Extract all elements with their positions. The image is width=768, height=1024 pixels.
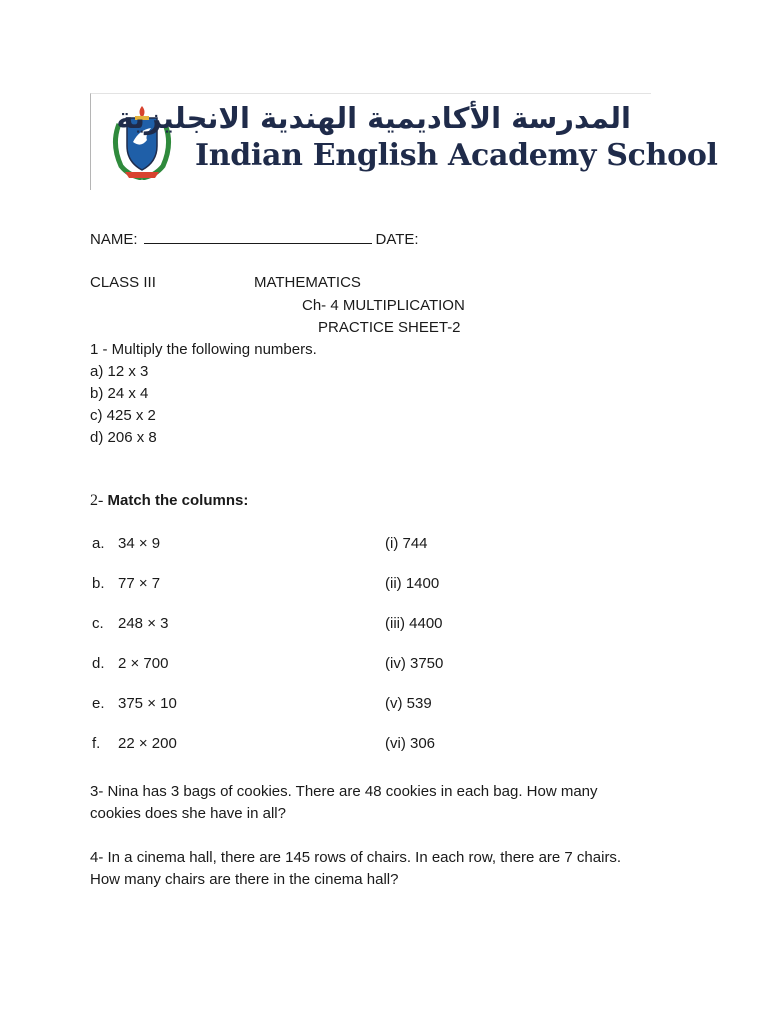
match-right-item: (ii) 1400 (385, 575, 440, 592)
school-name-english: Indian English Academy School (195, 138, 718, 173)
q2-number: 2- (90, 492, 104, 509)
match-left-letter: f. (92, 735, 101, 752)
name-date-line (90, 229, 419, 250)
q1-item: d) 206 x 8 (90, 429, 157, 446)
match-left-expr: 248 × 3 (118, 615, 169, 632)
match-left-letter: a. (92, 535, 105, 552)
chapter-label: Ch- 4 MULTIPLICATION (302, 297, 465, 314)
match-left-letter: e. (92, 695, 105, 712)
match-left-letter: b. (92, 575, 105, 592)
school-name-arabic: المدرسة الأكاديمية الهندية الانجليزية (116, 101, 631, 135)
match-right-item: (vi) 306 (385, 735, 436, 752)
match-left-expr: 22 × 200 (118, 735, 177, 752)
q1-item: c) 425 x 2 (90, 407, 156, 424)
q4-line: 4- In a cinema hall, there are 145 rows of chairs. In each row, there are 7 chairs. (90, 849, 622, 866)
match-right-item: (v) 539 (385, 695, 432, 712)
match-right-item: (i) 744 (385, 535, 428, 552)
match-left-expr: 375 × 10 (118, 695, 177, 712)
name-label: NAME: (90, 231, 138, 248)
match-right-item: (iv) 3750 (385, 655, 444, 672)
q1-item: a) 12 x 3 (90, 363, 149, 380)
q2-title: Match the columns: (107, 492, 249, 509)
match-left-expr: 2 × 700 (118, 655, 169, 672)
match-left-expr: 77 × 7 (118, 575, 161, 592)
q2-heading (90, 491, 248, 511)
q1-item: b) 24 x 4 (90, 385, 149, 402)
match-left-letter: c. (92, 615, 104, 632)
match-left-letter: d. (92, 655, 105, 672)
name-blank (144, 229, 372, 244)
q3-line: cookies does she have in all? (90, 805, 286, 822)
school-header-banner (90, 93, 718, 190)
match-left-expr: 34 × 9 (118, 535, 161, 552)
date-label: DATE: (375, 231, 419, 248)
q3-line: 3- Nina has 3 bags of cookies. There are 48 cookies in each bag. How many (90, 783, 598, 800)
sheet-label: PRACTICE SHEET-2 (318, 319, 461, 336)
class-label: CLASS III (90, 274, 156, 291)
q1-prompt: 1 - Multiply the following numbers. (90, 341, 317, 358)
match-right-item: (iii) 4400 (385, 615, 443, 632)
subject-label: MATHEMATICS (254, 274, 361, 291)
q4-line: How many chairs are there in the cinema hall? (90, 871, 399, 888)
